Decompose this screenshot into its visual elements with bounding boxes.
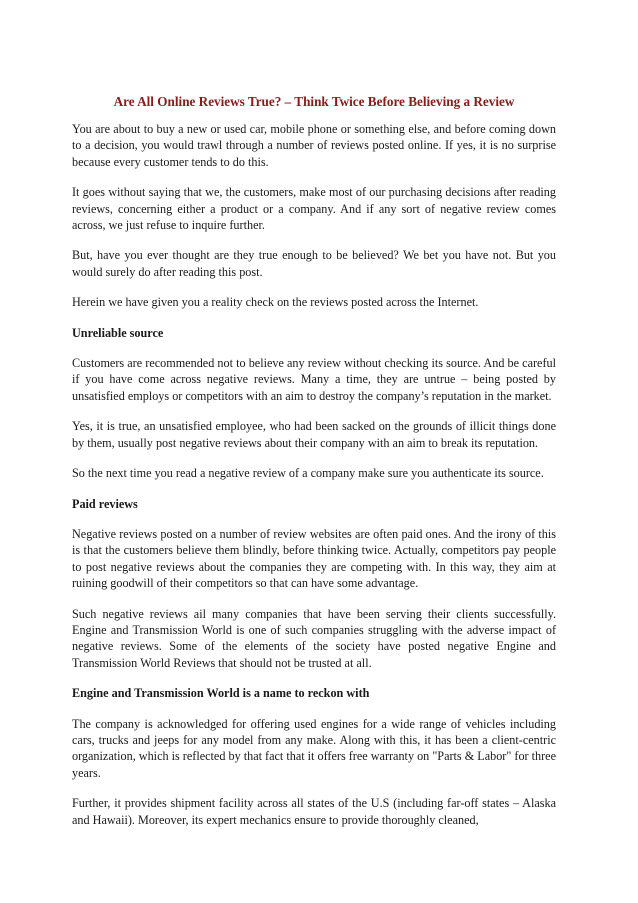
section-heading-paid-reviews: Paid reviews <box>72 496 138 511</box>
document-page <box>72 94 556 842</box>
paragraph: Yes, it is true, an unsatisfied employee, who had been sacked on the grounds of illicit things done by them, usually post negative reviews about their company with an aim to break its reputation. <box>72 419 556 450</box>
section-heading-unreliable-source: Unreliable source <box>72 325 164 340</box>
paragraph-intro: You are about to buy a new or used car, mobile phone or something else, and before coming down to a decision, you would trawl through a number of reviews posted online. If yes, it is no surprise because every customer tends to do this. <box>72 122 556 169</box>
paragraph: Herein we have given you a reality check on the reviews posted across the Internet. <box>72 295 479 310</box>
section-heading-engine-transmission-world: Engine and Transmission World is a name to reckon with <box>72 686 370 701</box>
paragraph: So the next time you read a negative review of a company make sure you authenticate its source. <box>72 466 544 481</box>
paragraph: But, have you ever thought are they true enough to be believed? We bet you have not. But you would surely do after reading this post. <box>72 248 556 279</box>
paragraph: It goes without saying that we, the customers, make most of our purchasing decisions after reading reviews, concerning either a product or a company. And if any sort of negative review comes across, we just refuse to inquire further. <box>72 185 556 233</box>
paragraph: Customers are recommended not to believe any review without checking its source. And be careful if you have come across negative reviews. Many a time, they are untrue – being posted by unsatisfied employs or competitors with an aim to destroy the company’s reputation in the market. <box>72 356 556 403</box>
paragraph: Such negative reviews ail many companies that have been serving their clients successfully. Engine and Transmission World is one of such companies struggling with the adverse impact of negative reviews. Some of the elements of the society have posted negative Engine and Transmission World Reviews that should not be trusted at all. <box>72 606 556 670</box>
document-title: Are All Online Reviews True? – Think Twice Before Believing a Review <box>113 94 515 109</box>
paragraph: The company is acknowledged for offering used engines for a wide range of vehicles including cars, trucks and jeeps for any model from any make. Along with this, it has been a client-centric organization, which is reflected by that fact that it offers free warranty on "Parts & Labor" for three years. <box>72 716 556 780</box>
paragraph: Negative reviews posted on a number of review websites are often paid ones. And the irony of this is that the customers believe them blindly, before thinking twice. Actually, competitors pay people to post negative reviews about the companies they are competing with. In this way, they aim at ruining goodwill of their competitors so that can have some advantage. <box>72 526 556 591</box>
paragraph: Further, it provides shipment facility across all states of the U.S (including far-off states – Alaska and Hawaii). Moreover, its expert mechanics ensure to provide thoroughly cleaned, <box>72 796 556 827</box>
